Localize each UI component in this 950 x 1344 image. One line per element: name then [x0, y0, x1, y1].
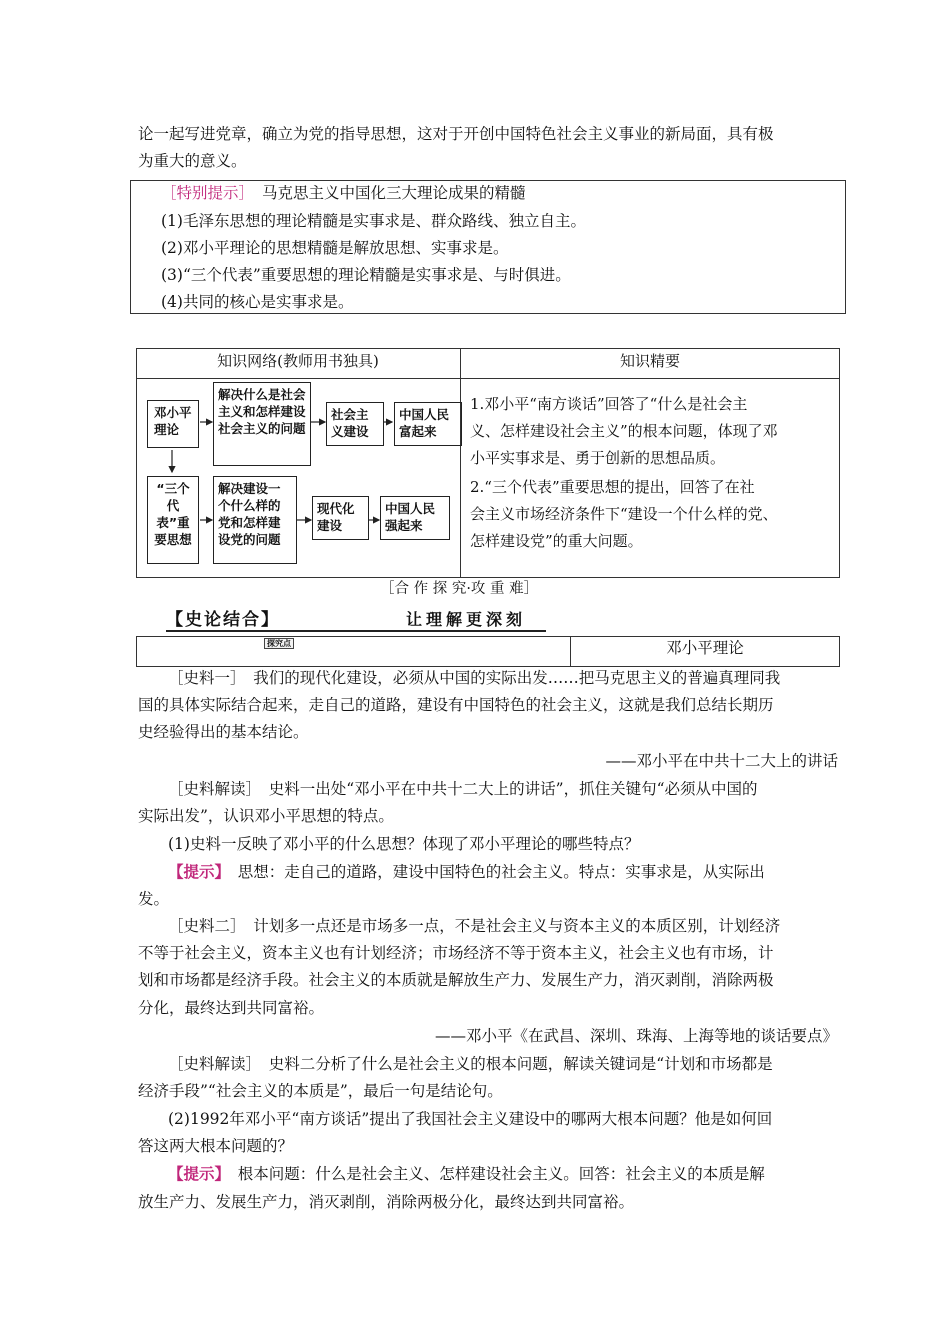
flow-box-people-strong: 中国人民强起来 [380, 496, 450, 540]
flow-box-deng-theory: 邓小平理论 [147, 400, 199, 448]
essential-line-3: 小平实事求是、勇于创新的思想品质。 [470, 449, 726, 467]
question-1: (1)史料一反映了邓小平的什么思想？体现了邓小平理论的哪些特点？ [168, 835, 640, 853]
hint-line [168, 862, 765, 882]
flow-box-three-represents: “三个代表”重要思想 [147, 476, 199, 564]
body-line: ［史料一］ 我们的现代化建设，必须从中国的实际出发……把马克思主义的普遍真理同我 [168, 669, 781, 687]
flow-box-socialist-construction: 社会主义建设 [326, 402, 384, 446]
explore-topic: 邓小平理论 [666, 639, 744, 657]
body-line: 史经验得出的基本结论。 [138, 723, 309, 741]
source-line: ——邓小平在中共十二大上的讲话 [605, 752, 838, 770]
hint-label: 【提示】 [168, 862, 223, 881]
tip-item-2: (2)邓小平理论的思想精髓是解放思想、实事求是。 [161, 239, 509, 257]
question-2: (2)1992年邓小平“南方谈话”提出了我国社会主义建设中的哪两大根本问题？他是如何回 [168, 1110, 773, 1128]
essentials-header: 知识精要 [619, 352, 680, 370]
body-line: 发。 [138, 890, 170, 908]
body-line: 不等于社会主义，资本主义也有计划经济；市场经济不等于资本主义，社会主义也有市场，计 [138, 944, 774, 962]
explore-label: 探究点 [264, 638, 294, 649]
body-line: 经济手段”“社会主义的本质是”，最后一句是结论句。 [138, 1082, 503, 1100]
tip-item-1: (1)毛泽东思想的理论精髓是实事求是、群众路线、独立自主。 [161, 212, 586, 230]
intro-line-2: 为重大的意义。 [138, 152, 247, 170]
body-line: ［史料解读］ 史料二分析了什么是社会主义的根本问题，解读关键词是“计划和市场都是 [168, 1055, 773, 1073]
body-line: 划和市场都是经济手段。社会主义的本质就是解放生产力、发展生产力，消灭剥削，消除两极 [138, 971, 774, 989]
banner-left: 【史论结合】 [166, 610, 280, 630]
tip-label: ［特别提示］ [161, 184, 255, 202]
source-line: ——邓小平《在武昌、深圳、珠海、上海等地的谈话要点》 [434, 1027, 838, 1045]
flow-box-socialism-question: 解决什么是社会主义和怎样建设社会主义的问题 [213, 382, 311, 466]
essential-line-6: 怎样建设党”的重大问题。 [470, 532, 643, 550]
intro-line-1: 论一起写进党章，确立为党的指导思想，这对于开创中国特色社会主义事业的新局面，具有极 [138, 125, 774, 143]
section-title: ［合 作 探 究·攻 重 难］ [380, 581, 539, 597]
hint-label: 【提示】 [168, 1164, 223, 1183]
body-line: ［史料解读］ 史料一出处“邓小平在中共十二大上的讲话”，抓住关键句“必须从中国的 [168, 780, 758, 798]
flow-box-party-question: 解决建设一个什么样的党和怎样建设党的问题 [213, 476, 297, 564]
essential-line-1: 1.邓小平“南方谈话”回答了“什么是社会主 [470, 395, 748, 413]
body-line: 国的具体实际结合起来，走自己的道路，建设有中国特色的社会主义，这就是我们总结长期历 [138, 696, 774, 714]
banner [166, 604, 546, 632]
network-header: 知识网络(教师用书独具) [217, 352, 379, 370]
essential-line-4: 2.“三个代表”重要思想的提出，回答了在社 [470, 478, 755, 496]
hint-line [168, 1164, 765, 1184]
tip-box [130, 180, 846, 314]
flow-box-people-rich: 中国人民富起来 [394, 402, 462, 446]
body-line: 放生产力、发展生产力，消灭剥削，消除两极分化，最终达到共同富裕。 [138, 1193, 635, 1211]
flow-box-modernization: 现代化建设 [312, 496, 369, 540]
banner-right: 让理解更深刻 [406, 610, 527, 629]
essential-line-5: 会主义市场经济条件下“建设一个什么样的党、 [470, 505, 778, 523]
hint-text: 根本问题：什么是社会主义、怎样建设社会主义。回答：社会主义的本质是解 [222, 1165, 765, 1183]
body-line: 实际出发”，认识邓小平思想的特点。 [138, 807, 394, 825]
hint-text: 思想：走自己的道路，建设中国特色的社会主义。特点：实事求是，从实际出 [222, 863, 765, 881]
essential-line-2: 义、怎样建设社会主义”的根本问题，体现了邓 [470, 422, 778, 440]
body-line: 答这两大根本问题的？ [138, 1137, 294, 1155]
tip-item-4: (4)共同的核心是实事求是。 [161, 293, 354, 311]
tip-item-3: (3)“三个代表”重要思想的理论精髓是实事求是、与时俱进。 [161, 266, 571, 284]
body-line: ［史料二］ 计划多一点还是市场多一点，不是社会主义与资本主义的本质区别，计划经济 [168, 917, 781, 935]
body-line: 分化，最终达到共同富裕。 [138, 999, 325, 1017]
tip-title: 马克思主义中国化三大理论成果的精髓 [262, 184, 526, 202]
